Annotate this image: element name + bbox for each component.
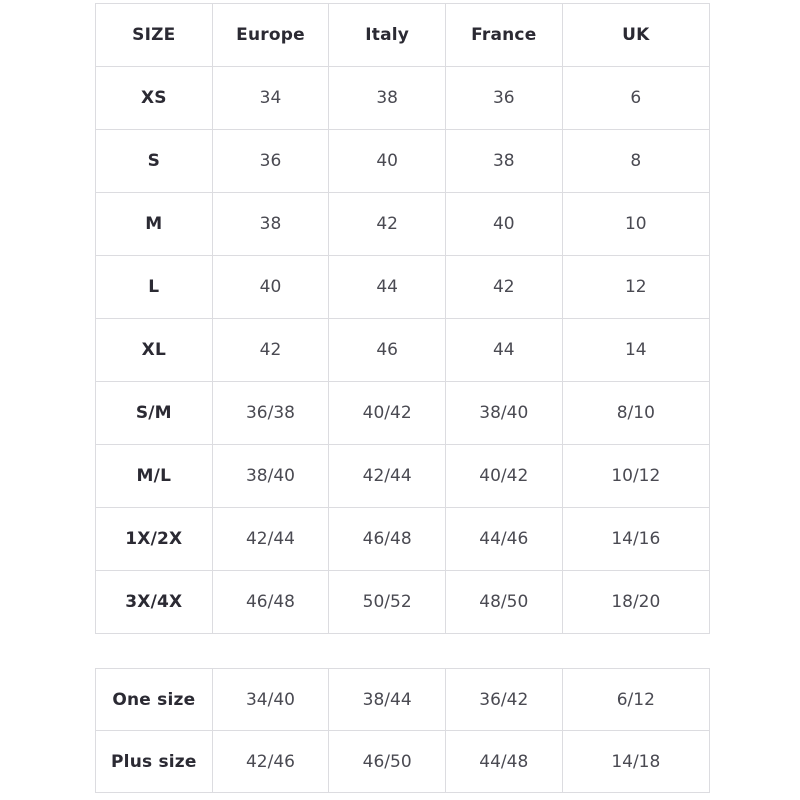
- size-value-cell-france: 40/42: [445, 445, 562, 508]
- size-value-cell-france: 36/42: [445, 669, 562, 731]
- header-cell-france: France: [445, 4, 562, 67]
- table-row: [96, 319, 710, 382]
- size-value-cell-france: 42: [445, 256, 562, 319]
- size-value-cell-italy: 44: [329, 256, 446, 319]
- size-label-cell: Plus size: [96, 731, 213, 793]
- header-cell-size: SIZE: [96, 4, 213, 67]
- size-label-cell: S/M: [96, 382, 213, 445]
- size-value-cell-europe: 36: [212, 130, 329, 193]
- size-value-cell-uk: 18/20: [562, 571, 709, 634]
- size-value-cell-italy: 38/44: [329, 669, 446, 731]
- special-sizes-table-body: [96, 669, 710, 793]
- size-value-cell-europe: 34: [212, 67, 329, 130]
- size-label-cell: M/L: [96, 445, 213, 508]
- size-value-cell-europe: 34/40: [212, 669, 329, 731]
- size-value-cell-italy: 40/42: [329, 382, 446, 445]
- size-value-cell-europe: 46/48: [212, 571, 329, 634]
- size-value-cell-france: 40: [445, 193, 562, 256]
- size-value-cell-italy: 46/48: [329, 508, 446, 571]
- size-value-cell-uk: 10/12: [562, 445, 709, 508]
- special-sizes-table: [95, 668, 710, 793]
- table-row: [96, 508, 710, 571]
- size-value-cell-uk: 8: [562, 130, 709, 193]
- size-label-cell: XL: [96, 319, 213, 382]
- size-value-cell-italy: 40: [329, 130, 446, 193]
- size-value-cell-france: 36: [445, 67, 562, 130]
- size-value-cell-europe: 42: [212, 319, 329, 382]
- size-value-cell-italy: 46/50: [329, 731, 446, 793]
- size-value-cell-france: 44/46: [445, 508, 562, 571]
- size-value-cell-italy: 42: [329, 193, 446, 256]
- size-label-cell: L: [96, 256, 213, 319]
- size-value-cell-uk: 12: [562, 256, 709, 319]
- size-table-header: [96, 4, 710, 67]
- header-row: [96, 4, 710, 67]
- size-conversion-table: [95, 3, 710, 634]
- size-value-cell-france: 44: [445, 319, 562, 382]
- size-label-cell: One size: [96, 669, 213, 731]
- size-table-body: [96, 67, 710, 634]
- size-label-cell: S: [96, 130, 213, 193]
- size-value-cell-uk: 14/18: [562, 731, 709, 793]
- size-value-cell-italy: 50/52: [329, 571, 446, 634]
- table-row: [96, 669, 710, 731]
- table-row: [96, 67, 710, 130]
- table-row: [96, 130, 710, 193]
- table-row: [96, 571, 710, 634]
- size-value-cell-italy: 46: [329, 319, 446, 382]
- size-label-cell: 3X/4X: [96, 571, 213, 634]
- size-label-cell: 1X/2X: [96, 508, 213, 571]
- size-value-cell-europe: 36/38: [212, 382, 329, 445]
- table-row: [96, 256, 710, 319]
- table-row: [96, 445, 710, 508]
- size-value-cell-uk: 6: [562, 67, 709, 130]
- size-value-cell-uk: 10: [562, 193, 709, 256]
- size-value-cell-uk: 14/16: [562, 508, 709, 571]
- size-value-cell-france: 38: [445, 130, 562, 193]
- size-value-cell-italy: 38: [329, 67, 446, 130]
- table-row: [96, 193, 710, 256]
- table-row: [96, 731, 710, 793]
- size-value-cell-europe: 38/40: [212, 445, 329, 508]
- size-label-cell: M: [96, 193, 213, 256]
- header-cell-italy: Italy: [329, 4, 446, 67]
- size-value-cell-france: 44/48: [445, 731, 562, 793]
- header-cell-uk: UK: [562, 4, 709, 67]
- size-value-cell-europe: 42/46: [212, 731, 329, 793]
- size-value-cell-europe: 38: [212, 193, 329, 256]
- size-chart-tables: [95, 3, 710, 793]
- size-label-cell: XS: [96, 67, 213, 130]
- header-cell-europe: Europe: [212, 4, 329, 67]
- size-value-cell-europe: 40: [212, 256, 329, 319]
- size-value-cell-europe: 42/44: [212, 508, 329, 571]
- size-value-cell-france: 38/40: [445, 382, 562, 445]
- size-value-cell-uk: 14: [562, 319, 709, 382]
- size-value-cell-uk: 8/10: [562, 382, 709, 445]
- size-value-cell-uk: 6/12: [562, 669, 709, 731]
- table-row: [96, 382, 710, 445]
- size-value-cell-france: 48/50: [445, 571, 562, 634]
- size-value-cell-italy: 42/44: [329, 445, 446, 508]
